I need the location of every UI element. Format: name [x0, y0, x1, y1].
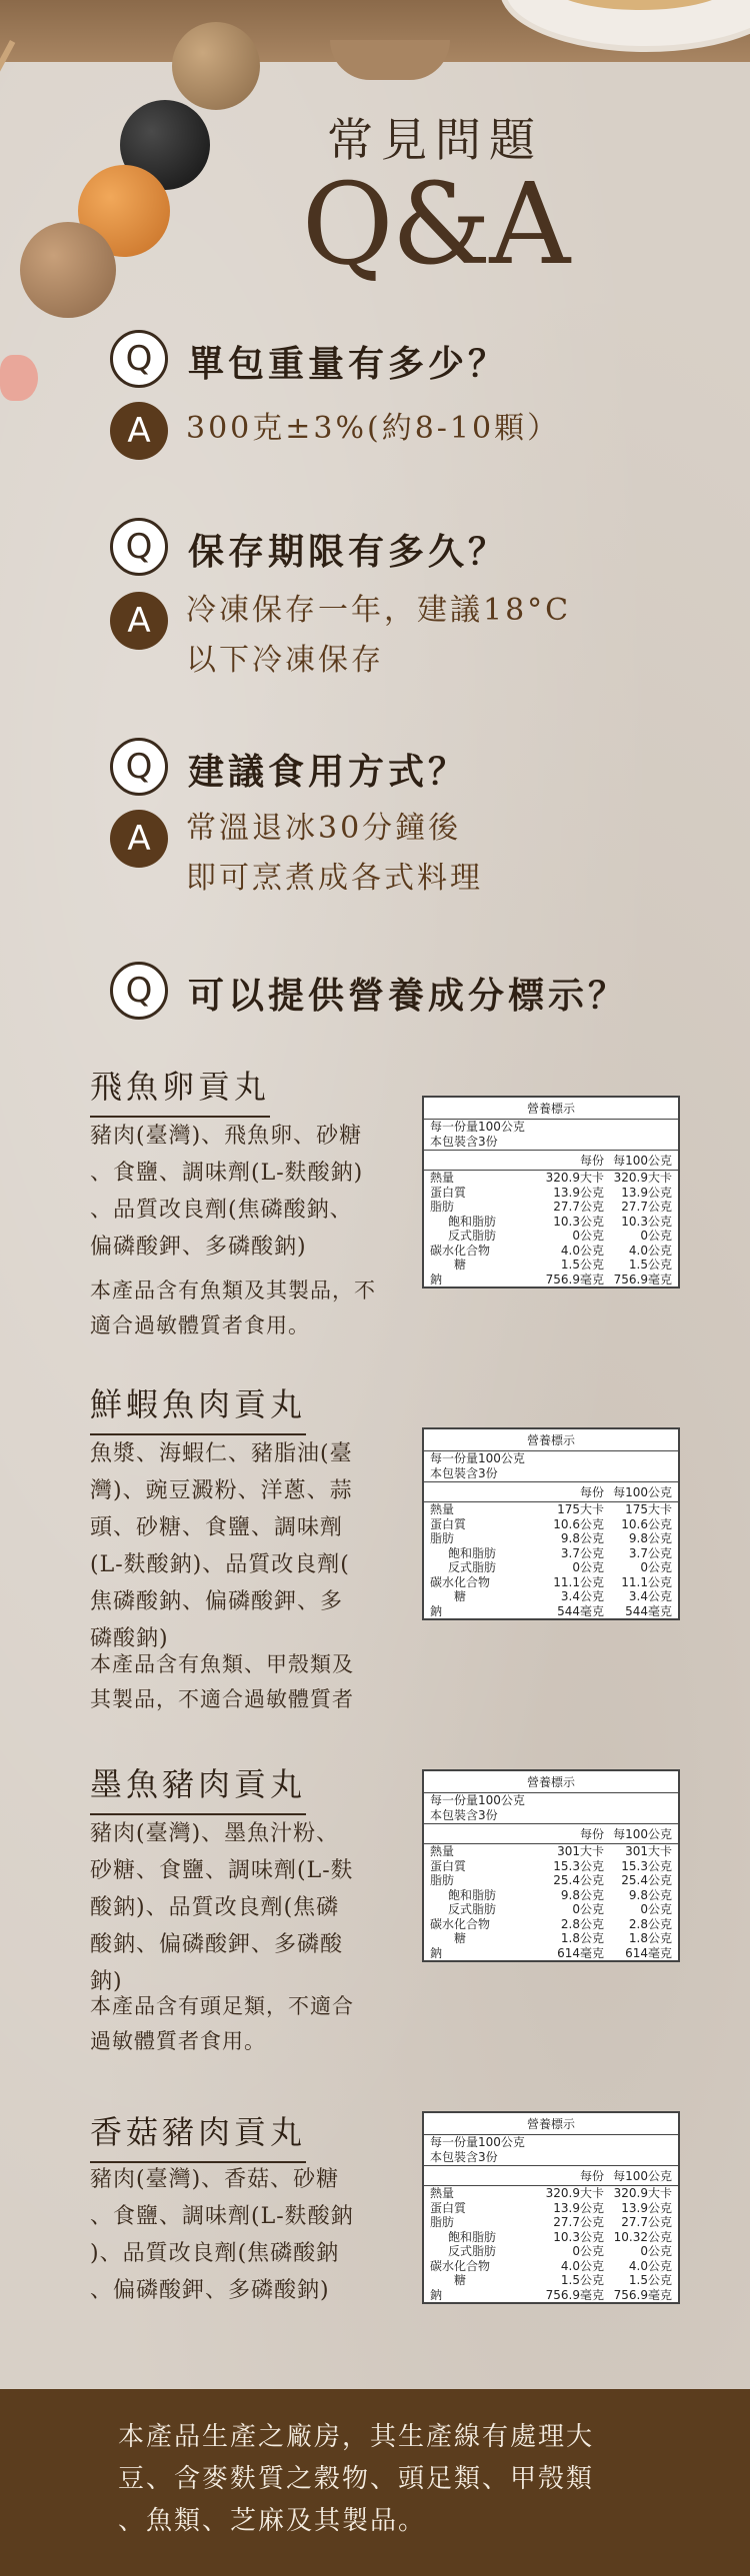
column-per-100g: 每100公克 — [613, 2169, 672, 2183]
answer-badge: A — [110, 810, 168, 868]
nutrient-name: 鈉 — [430, 2287, 443, 2302]
nutrient-name: 鈉 — [430, 1272, 443, 1287]
nutrition-row — [424, 1859, 678, 1874]
nutrition-title: 營養標示 — [424, 1429, 678, 1451]
nutrition-row — [424, 2201, 678, 2216]
column-per-serving: 每份 — [579, 1485, 604, 1499]
nutrient-value-per-100g: 10.6公克 — [621, 1516, 672, 1531]
nutrition-row — [424, 1244, 678, 1259]
question-badge: Q — [110, 330, 168, 388]
nutrient-value-per-serving: 10.6公克 — [553, 1516, 604, 1531]
nutrient-value-per-serving: 0公克 — [572, 2244, 604, 2258]
product-ingredients: 豬肉(臺灣)、飛魚卵、砂糖 、食鹽、調味劑(L-麩酸鈉) 、品質改良劑(焦磷酸鈉、 偏磷酸鉀、多磷酸鈉) — [90, 1124, 364, 1260]
nutrient-name: 飽和脂肪 — [448, 1545, 497, 1560]
nutrient-name: 碳水化合物 — [430, 2258, 491, 2273]
nutrient-value-per-serving: 1.5公克 — [560, 1258, 604, 1272]
meatball-icon — [172, 22, 260, 110]
nutrient-name: 蛋白質 — [430, 1858, 467, 1873]
answer-badge: A — [110, 592, 168, 650]
nutrient-value-per-serving: 4.0公克 — [560, 1243, 604, 1258]
column-per-100g: 每100公克 — [613, 1154, 672, 1168]
question-badge: Q — [110, 518, 168, 576]
nutrient-value-per-100g: 0公克 — [640, 1560, 672, 1574]
nutrient-value-per-serving: 11.1公克 — [553, 1574, 604, 1589]
nutrient-value-per-serving: 15.3公克 — [553, 1858, 604, 1873]
nutrient-value-per-serving: 320.9大卡 — [545, 1171, 604, 1185]
answer-text-line1: 冷凍保存一年，建議18°C — [186, 593, 572, 628]
nutrition-row — [424, 2186, 678, 2201]
nutrient-value-per-100g: 25.4公克 — [621, 1873, 672, 1887]
nutrition-table — [422, 1769, 680, 1962]
nutrition-title: 營養標示 — [424, 2113, 678, 2135]
nutrient-value-per-100g: 544毫克 — [625, 1603, 672, 1618]
question-badge: Q — [110, 962, 168, 1020]
servings-per-pack: 本包裝含3份 — [430, 1466, 498, 1480]
nutrient-name: 糖 — [454, 2273, 467, 2287]
nutrition-title: 營養標示 — [424, 1771, 678, 1793]
nutrient-value-per-100g: 320.9大卡 — [613, 2186, 672, 2200]
nutrition-header — [424, 1823, 678, 1844]
nutrient-name: 糖 — [454, 1931, 467, 1945]
nutrient-value-per-serving: 614毫克 — [557, 1945, 604, 1960]
nutrition-row — [424, 2288, 678, 2303]
nutrient-name: 反式脂肪 — [448, 1229, 497, 1243]
nutrition-row — [424, 1229, 678, 1244]
nutrient-value-per-serving: 9.8公克 — [560, 1887, 604, 1902]
nutrition-row — [424, 1560, 678, 1575]
nutrient-value-per-100g: 15.3公克 — [621, 1858, 672, 1873]
nutrition-row — [424, 1546, 678, 1561]
nutrition-row — [424, 2244, 678, 2259]
nutrient-name: 反式脂肪 — [448, 1902, 497, 1916]
nutrient-value-per-serving: 2.8公克 — [560, 1916, 604, 1931]
nutrient-name: 熱量 — [430, 1171, 455, 1185]
nutrient-name: 碳水化合物 — [430, 1243, 491, 1258]
nutrient-name: 脂肪 — [430, 1873, 455, 1887]
wood-board-edge — [330, 40, 450, 80]
skewer-stick-icon — [0, 40, 15, 361]
nutrition-row — [424, 2230, 678, 2245]
nutrient-name: 飽和脂肪 — [448, 1887, 497, 1902]
product-ingredients: 魚漿、海蝦仁、豬脂油(臺 灣)、豌豆澱粉、洋蔥、蒜 頭、砂糖、食鹽、調味劑 (L-麩酸鈉)、品質改良劑( 焦磷酸鈉、偏磷酸鉀、多 磷酸鈉) — [90, 1441, 353, 1651]
nutrient-value-per-serving: 301大卡 — [557, 1844, 604, 1858]
nutrient-name: 糖 — [454, 1258, 467, 1272]
answer-text: 300克±3%(約8-10顆） — [186, 411, 561, 446]
nutrient-name: 飽和脂肪 — [448, 2229, 497, 2244]
nutrient-value-per-100g: 4.0公克 — [628, 1243, 672, 1258]
question-badge: Q — [110, 738, 168, 796]
servings-per-pack: 本包裝含3份 — [430, 1808, 498, 1822]
nutrient-name: 碳水化合物 — [430, 1574, 491, 1589]
nutrition-row — [424, 2215, 678, 2230]
nutrient-value-per-serving: 9.8公克 — [560, 1531, 604, 1545]
nutrition-row — [424, 1502, 678, 1517]
nutrient-value-per-serving: 1.8公克 — [560, 1931, 604, 1945]
nutrient-value-per-100g: 13.9公克 — [621, 2200, 672, 2215]
nutrition-row — [424, 1273, 678, 1288]
nutrient-value-per-100g: 9.8公克 — [628, 1887, 672, 1902]
product-name: 飛魚卵貢丸 — [90, 1062, 270, 1118]
column-per-100g: 每100公克 — [613, 1827, 672, 1841]
nutrient-value-per-100g: 175大卡 — [625, 1502, 672, 1516]
nutrition-row — [424, 1215, 678, 1230]
nutrition-row — [424, 1575, 678, 1590]
product-name: 鮮蝦魚肉貢丸 — [90, 1379, 306, 1435]
nutrition-header — [424, 1150, 678, 1171]
nutrition-row — [424, 1902, 678, 1917]
nutrient-value-per-100g: 3.4公克 — [628, 1589, 672, 1603]
nutrition-title: 營養標示 — [424, 1098, 678, 1120]
nutrient-value-per-100g: 27.7公克 — [621, 1200, 672, 1214]
nutrition-table — [422, 1096, 680, 1288]
nutrition-row — [424, 1888, 678, 1903]
page-title: 常見問題 — [327, 113, 543, 167]
nutrition-header — [424, 1481, 678, 1502]
nutrient-name: 鈉 — [430, 1603, 443, 1618]
nutrition-row — [424, 1873, 678, 1888]
nutrient-value-per-serving: 10.3公克 — [553, 2229, 604, 2244]
product-ingredients: 豬肉(臺灣)、墨魚汁粉、 砂糖、食鹽、調味劑(L-麩 酸鈉)、品質改良劑(焦磷 酸鈉、偏磷酸鉀、多磷酸 鈉) — [90, 1821, 354, 1994]
nutrient-value-per-serving: 1.5公克 — [560, 2273, 604, 2287]
nutrient-value-per-100g: 10.32公克 — [613, 2229, 672, 2244]
question-text: 保存期限有多久？ — [188, 531, 509, 573]
nutrient-value-per-100g: 756.9毫克 — [613, 1272, 672, 1287]
nutrient-value-per-100g: 9.8公克 — [628, 1531, 672, 1545]
product-name: 墨魚豬肉貢丸 — [90, 1759, 306, 1815]
nutrient-value-per-100g: 0公克 — [640, 1229, 672, 1243]
nutrition-row — [424, 1258, 678, 1273]
nutrient-value-per-100g: 0公克 — [640, 1902, 672, 1916]
nutrient-name: 脂肪 — [430, 2215, 455, 2229]
nutrient-value-per-serving: 10.3公克 — [553, 1214, 604, 1229]
nutrient-value-per-100g: 301大卡 — [625, 1844, 672, 1858]
serving-size: 每一份量100公克 — [430, 1120, 525, 1134]
nutrition-row — [424, 1604, 678, 1619]
answer-text-line1: 常溫退冰30分鐘後 — [186, 811, 462, 846]
nutrient-value-per-100g: 1.8公克 — [628, 1931, 672, 1945]
column-per-serving: 每份 — [579, 2169, 604, 2183]
nutrition-table — [422, 1427, 680, 1620]
nutrient-name: 脂肪 — [430, 1531, 455, 1545]
allergen-notice: 本產品含有頭足類，不適合 過敏體質者食用。 — [90, 1994, 354, 2053]
nutrient-value-per-100g: 0公克 — [640, 2244, 672, 2258]
nutrient-name: 飽和脂肪 — [448, 1214, 497, 1229]
column-per-serving: 每份 — [579, 1827, 604, 1841]
nutrition-row — [424, 2273, 678, 2288]
answer-text-line2: 以下冷凍保存 — [186, 643, 384, 678]
nutrient-value-per-serving: 27.7公克 — [553, 2215, 604, 2229]
nutrient-name: 蛋白質 — [430, 1516, 467, 1531]
nutrient-value-per-100g: 4.0公克 — [628, 2258, 672, 2273]
question-text: 單包重量有多少？ — [188, 343, 509, 385]
nutrition-row — [424, 2259, 678, 2274]
serving-size: 每一份量100公克 — [430, 1451, 525, 1465]
nutrient-name: 脂肪 — [430, 1200, 455, 1214]
nutrient-value-per-100g: 11.1公克 — [621, 1574, 672, 1589]
nutrient-value-per-serving: 25.4公克 — [553, 1873, 604, 1887]
nutrient-value-per-serving: 27.7公克 — [553, 1200, 604, 1214]
nutrient-value-per-100g: 10.3公克 — [621, 1214, 672, 1229]
nutrient-name: 碳水化合物 — [430, 1916, 491, 1931]
nutrient-name: 反式脂肪 — [448, 1560, 497, 1574]
nutrient-value-per-100g: 1.5公克 — [628, 2273, 672, 2287]
nutrient-value-per-serving: 3.7公克 — [560, 1545, 604, 1560]
servings-per-pack: 本包裝含3份 — [430, 2150, 498, 2164]
nutrient-value-per-serving: 0公克 — [572, 1902, 604, 1916]
allergen-notice: 本產品含有魚類及其製品，不 適合過敏體質者食用。 — [90, 1279, 376, 1337]
nutrient-value-per-serving: 756.9毫克 — [545, 1272, 604, 1287]
nutrient-value-per-100g: 2.8公克 — [628, 1916, 672, 1931]
nutrient-name: 鈉 — [430, 1945, 443, 1960]
nutrient-value-per-serving: 3.4公克 — [560, 1589, 604, 1603]
nutrition-row — [424, 1917, 678, 1932]
hand-illustration — [0, 355, 38, 401]
question-text: 可以提供營養成分標示？ — [188, 975, 629, 1017]
product-ingredients: 豬肉(臺灣)、香菇、砂糖 、食鹽、調味劑(L-麩酸鈉 )、品質改良劑(焦磷酸鈉 、偏磷酸鉀、多磷酸鈉) — [90, 2167, 354, 2303]
column-per-serving: 每份 — [579, 1154, 604, 1168]
servings-per-pack: 本包裝含3份 — [430, 1135, 498, 1149]
nutrient-value-per-serving: 175大卡 — [557, 1502, 604, 1516]
nutrient-value-per-100g: 3.7公克 — [628, 1545, 672, 1560]
page-title-qa: Q&A — [301, 160, 569, 290]
nutrition-row — [424, 1931, 678, 1946]
nutrition-row — [424, 1200, 678, 1215]
nutrient-value-per-100g: 756.9毫克 — [613, 2287, 672, 2302]
nutrient-value-per-serving: 544毫克 — [557, 1603, 604, 1618]
serving-size: 每一份量100公克 — [430, 2135, 525, 2149]
nutrient-name: 蛋白質 — [430, 1185, 467, 1200]
nutrient-value-per-100g: 27.7公克 — [621, 2215, 672, 2229]
column-per-100g: 每100公克 — [613, 1485, 672, 1499]
allergen-notice: 本產品含有魚類、甲殼類及 其製品，不適合過敏體質者 — [90, 1652, 354, 1711]
nutrition-header — [424, 2165, 678, 2186]
nutrient-name: 熱量 — [430, 1502, 455, 1516]
nutrient-name: 熱量 — [430, 2186, 455, 2200]
nutrition-row — [424, 1186, 678, 1201]
nutrient-value-per-100g: 13.9公克 — [621, 1185, 672, 1200]
nutrient-value-per-serving: 756.9毫克 — [545, 2287, 604, 2302]
nutrition-row — [424, 1171, 678, 1186]
nutrient-value-per-serving: 0公克 — [572, 1229, 604, 1243]
nutrient-name: 反式脂肪 — [448, 2244, 497, 2258]
nutrient-name: 糖 — [454, 1589, 467, 1603]
nutrient-name: 熱量 — [430, 1844, 455, 1858]
nutrition-row — [424, 1531, 678, 1546]
nutrition-row — [424, 1844, 678, 1859]
nutrient-value-per-serving: 13.9公克 — [553, 2200, 604, 2215]
answer-badge: A — [110, 402, 168, 460]
footer-notice: 本產品生產之廠房，其生產線有處理大 豆、含麥麩質之穀物、頭足類、甲殼類 、魚類、芝麻及其製品。 — [118, 2422, 595, 2536]
nutrition-row — [424, 1589, 678, 1604]
nutrient-value-per-100g: 614毫克 — [625, 1945, 672, 1960]
nutrient-name: 蛋白質 — [430, 2200, 467, 2215]
nutrient-value-per-serving: 0公克 — [572, 1560, 604, 1574]
nutrient-value-per-100g: 320.9大卡 — [613, 1171, 672, 1185]
serving-size: 每一份量100公克 — [430, 1793, 525, 1807]
nutrient-value-per-serving: 4.0公克 — [560, 2258, 604, 2273]
nutrition-row — [424, 1946, 678, 1961]
nutrition-table — [422, 2111, 680, 2304]
nutrient-value-per-serving: 13.9公克 — [553, 1185, 604, 1200]
nutrient-value-per-100g: 1.5公克 — [628, 1258, 672, 1272]
answer-text-line2: 即可烹煮成各式料理 — [186, 861, 483, 896]
question-text: 建議食用方式？ — [188, 751, 469, 793]
nutrient-value-per-serving: 320.9大卡 — [545, 2186, 604, 2200]
nutrition-row — [424, 1517, 678, 1532]
product-name: 香菇豬肉貢丸 — [90, 2107, 306, 2163]
